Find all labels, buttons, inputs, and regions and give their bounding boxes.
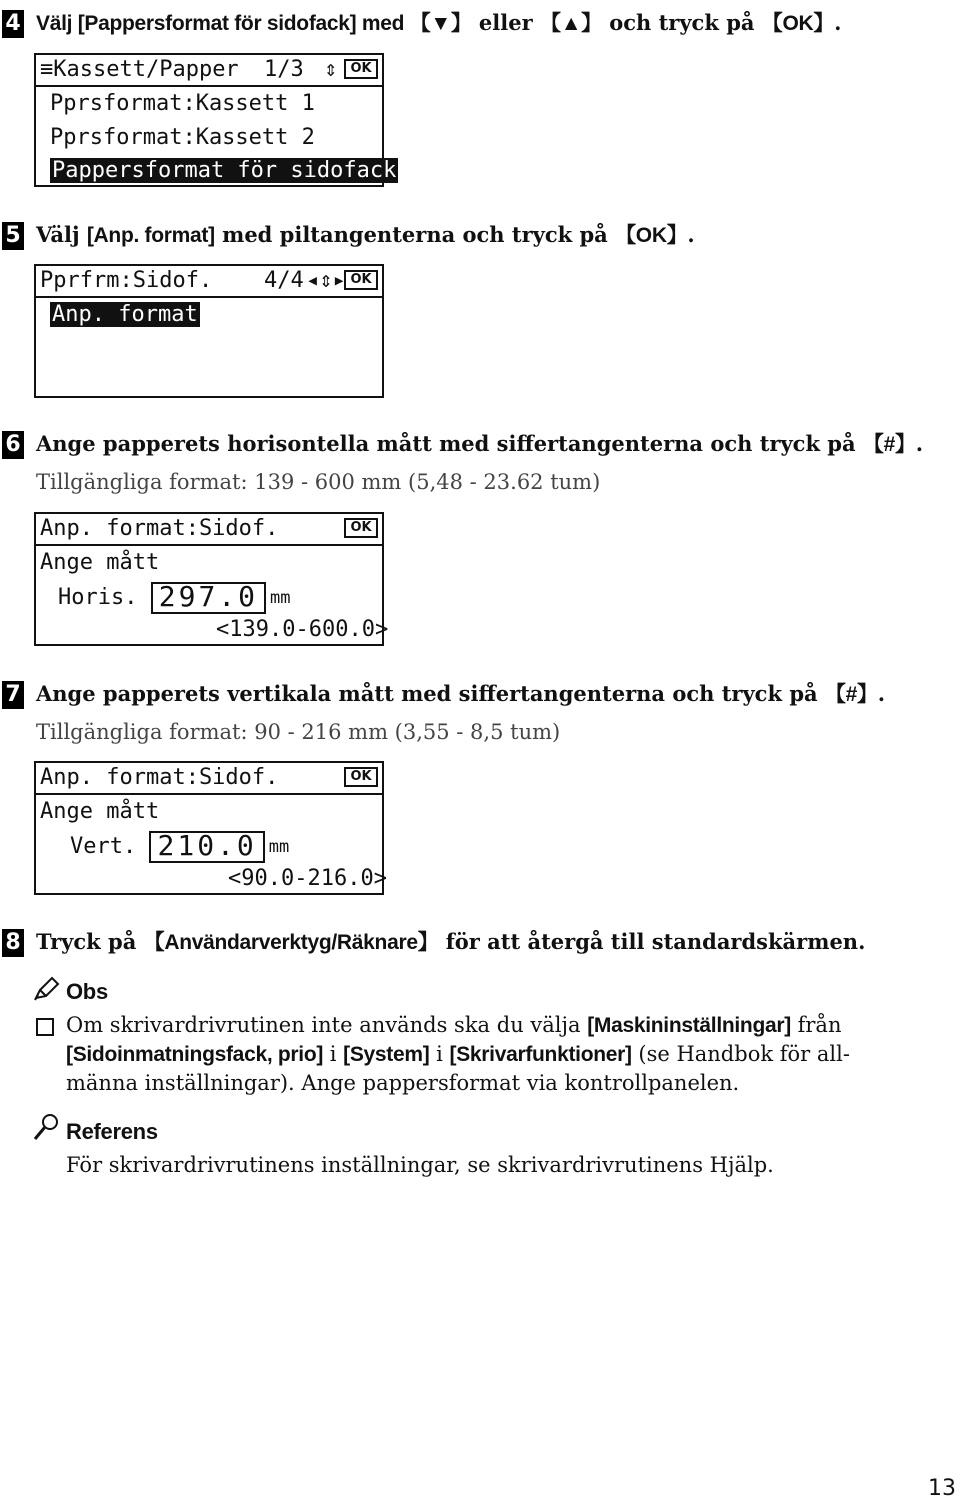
lcd-page: 1/3 — [264, 57, 304, 82]
lcd-header — [36, 55, 382, 87]
lcd-title: Pprfrm:Sidof. — [40, 268, 213, 293]
ok-icon: OK — [344, 767, 378, 787]
lcd-title: Kassett/Papper — [53, 57, 239, 82]
step-instruction: Ange papperets vertikala mått med siffertangenterna och tryck på 【#】. — [36, 681, 886, 706]
unit-label: mm — [270, 588, 291, 608]
step-instruction: Välj [Pappersformat för sidofack] med 【▼】 eller 【▲】 och tryck på 【OK】. — [36, 10, 842, 35]
lcd-screen-step7 — [34, 761, 387, 895]
range-label: <90.0-216.0> — [228, 866, 387, 891]
lcd-title: Anp. format:Sidof. — [40, 516, 279, 541]
four-way-arrows-icon: ◂⇕▸ — [306, 268, 346, 293]
updown-arrows-icon: ⇕ — [324, 57, 338, 82]
lcd-label: Ange mått — [40, 799, 160, 824]
lcd-screen-step6 — [34, 512, 389, 646]
lcd-header — [36, 514, 382, 546]
lcd-page: 4/4 — [264, 268, 304, 293]
ok-icon: OK — [344, 270, 378, 290]
reference-title: Referens — [66, 1119, 158, 1144]
obs-line-2: [Sidoinmatningsfack, prio] i [System] i [Skrivarfunktioner] (se Handbok för all- — [66, 1042, 850, 1066]
magnifier-icon — [32, 1112, 62, 1142]
ok-icon: OK — [344, 59, 378, 79]
step-instruction: Ange papperets horisontella mått med siffertangenterna och tryck på 【#】. — [36, 431, 923, 456]
unit-label: mm — [268, 837, 290, 857]
value-field: 210.0 — [149, 831, 264, 863]
step-number: 8 — [2, 929, 24, 957]
obs-title: Obs — [66, 979, 108, 1004]
ok-icon: OK — [344, 518, 378, 538]
lcd-field-row — [58, 582, 291, 612]
value-field: 297.0 — [151, 582, 266, 614]
checkbox-icon — [36, 1018, 54, 1036]
field-label: Vert. — [70, 834, 137, 859]
step-number: 7 — [2, 681, 24, 709]
step-number: 4 — [2, 10, 24, 38]
pencil-icon — [32, 976, 60, 1002]
lcd-screen-step4 — [34, 53, 397, 187]
available-formats: Tillgängliga format: 90 - 216 mm (3,55 - 8,5 tum) — [36, 720, 561, 744]
step-instruction: Välj [Anp. format] med piltangenterna och tryck på 【OK】. — [36, 222, 695, 247]
reference-text: För skrivardrivrutinens inställningar, se skrivardrivrutinens Hjälp. — [66, 1153, 774, 1177]
lcd-menu-item-selected: Pappersformat för sidofack — [52, 158, 397, 183]
lcd-title: Anp. format:Sidof. — [40, 765, 279, 790]
lcd-menu-item: Pprsformat:Kassett 2 — [50, 125, 315, 150]
field-label: Horis. — [58, 585, 138, 610]
lcd-header — [36, 266, 382, 298]
lcd-label: Ange mått — [40, 550, 160, 575]
step-instruction: Tryck på 【Användarverktyg/Räknare】 för att återgå till standardskärmen. — [36, 929, 866, 954]
obs-line-3: männa inställningar). Ange pappersformat via kontrollpanelen. — [66, 1071, 740, 1095]
step-number: 5 — [2, 222, 24, 250]
lcd-header — [36, 763, 382, 795]
menu-icon: ≡ — [40, 57, 54, 82]
available-formats: Tillgängliga format: 139 - 600 mm (5,48 - 23.62 tum) — [36, 470, 601, 494]
lcd-field-row — [70, 831, 289, 861]
lcd-screen-step5 — [34, 264, 384, 398]
range-label: <139.0-600.0> — [216, 617, 389, 642]
lcd-menu-item-selected: Anp. format — [52, 302, 198, 327]
page-number: 13 — [928, 1476, 956, 1501]
step-number: 6 — [2, 431, 24, 459]
lcd-menu-item: Pprsformat:Kassett 1 — [50, 91, 315, 116]
obs-line-1: Om skrivardrivrutinen inte används ska du välja [Maskininställningar] från — [66, 1013, 842, 1037]
